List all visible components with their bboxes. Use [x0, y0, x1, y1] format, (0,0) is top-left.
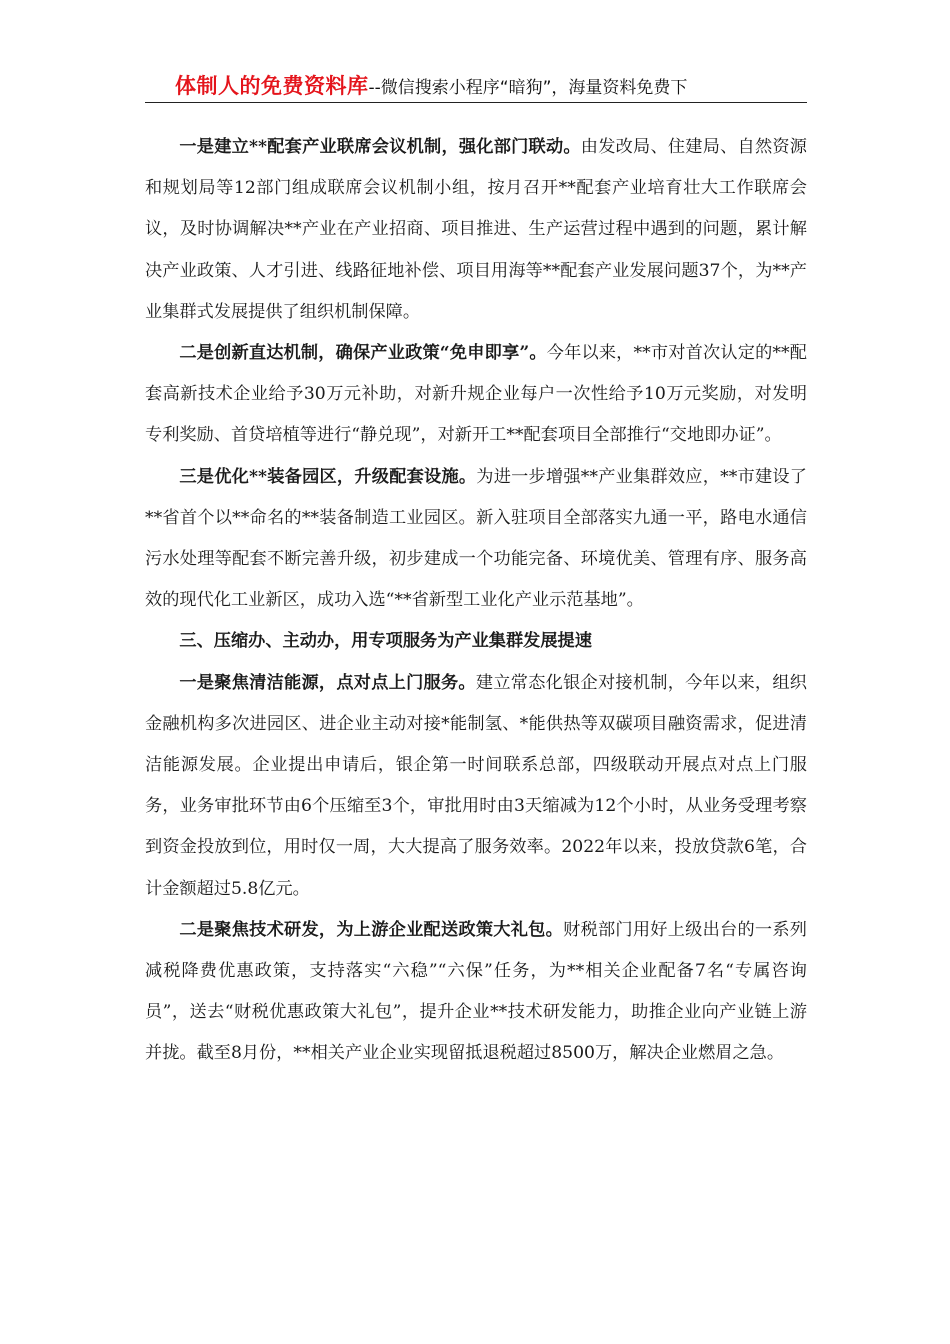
paragraph-body: 建立常态化银企对接机制，今年以来，组织金融机构多次进园区、进企业主动对接*能制氢、*能供热等双碳项目融资需求，促进清洁能源发展。企业提出申请后，银企第一时间联系总部，四级联动开展点对点上门服务，业务审批环节由6个压缩至3个，审批用时由3天缩减为12个小时，从业务受理考察到资金投放到位，用时仅一周，大大提高了服务效率。2022年以来，投放贷款6笔，合计金额超过5.8亿元。	[145, 672, 807, 899]
section-heading: 三、压缩办、主动办，用专项服务为产业集群发展提速	[179, 631, 592, 652]
paragraph-body: 由发改局、住建局、自然资源和规划局等12部门组成联席会议机制小组，按月召开**配套产业培育壮大工作联席会议，及时协调解决**产业在产业招商、项目推进、生产运营过程中遇到的问题，累计解决产业政策、人才引进、线路征地补偿、项目用海等**配套产业发展问题37个，为**产业集群式发展提供了组织机制保障。	[145, 137, 807, 322]
paragraph-1	[145, 127, 807, 333]
paragraph-2	[145, 333, 807, 457]
paragraph-lead: 二是创新直达机制，确保产业政策“免申即享”。	[179, 343, 547, 364]
document-body	[145, 127, 807, 1075]
paragraph-lead: 一是聚焦清洁能源，点对点上门服务。	[179, 672, 476, 693]
paragraph-body: 今年以来，**市对首次认定的**配套高新技术企业给予30万元补助，对新升规企业每户一次性给予10万元奖励，对发明专利奖励、首贷培植等进行“静兑现”，对新开工**配套项目全部推行“交地即办证”。	[145, 343, 807, 446]
header-tagline: --微信搜索小程序“暗狗”，海量资料免费下	[368, 78, 688, 98]
paragraph-4	[145, 663, 807, 910]
paragraph-body: 为进一步增强**产业集群效应，**市建设了**省首个以**命名的**装备制造工业园区。新入驻项目全部落实九通一平，路电水通信污水处理等配套不断完善升级，初步建成一个功能完备、环境优美、管理有序、服务高效的现代化工业新区，成功入选“**省新型工业化产业示范基地”。	[145, 466, 807, 611]
page-header	[145, 70, 807, 103]
paragraph-lead: 一是建立**配套产业联席会议机制，强化部门联动。	[179, 137, 581, 157]
paragraph-lead: 二是聚焦技术研发，为上游企业配送政策大礼包。	[179, 919, 564, 940]
paragraph-body: 财税部门用好上级出台的一系列减税降费优惠政策，支持落实“六稳”“六保”任务，为**相关企业配备7名“专属咨询员”，送去“财税优惠政策大礼包”，提升企业**技术研发能力，助推企业向产业链上游并拢。截至8月份，**相关产业企业实现留抵退税超过8500万，解决企业燃眉之急。	[145, 919, 807, 1064]
paragraph-lead: 三是优化**装备园区，升级配套设施。	[179, 466, 477, 487]
header-brand: 体制人的免费资料库	[175, 74, 369, 98]
paragraph-5	[145, 910, 807, 1075]
paragraph-3	[145, 457, 807, 622]
